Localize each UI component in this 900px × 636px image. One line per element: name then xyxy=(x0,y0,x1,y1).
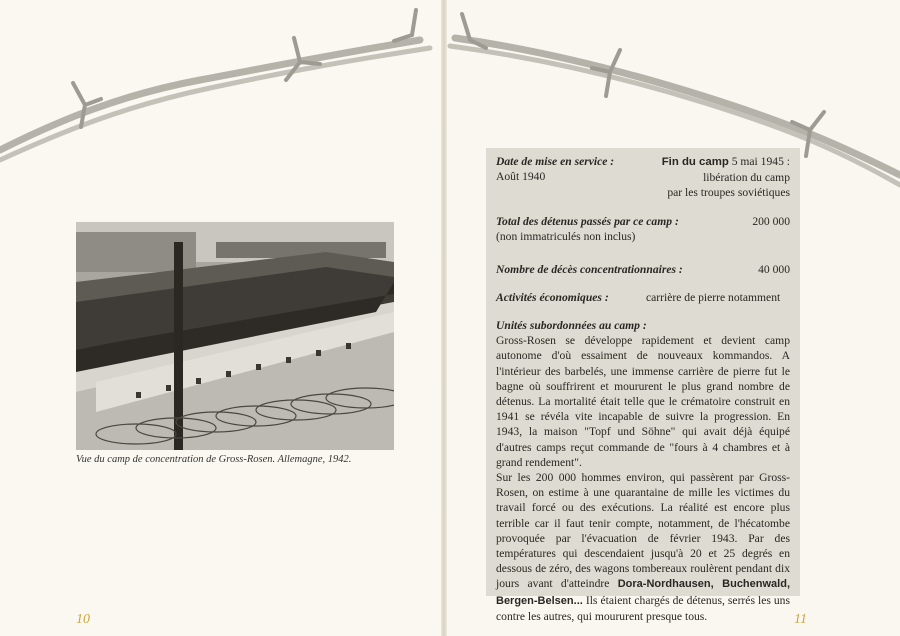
camp-barracks-image xyxy=(76,222,394,450)
total-label: Total des détenus passés par ce camp : xyxy=(496,215,679,228)
para2-bold-camps: Dora-Nordhausen, Buchenwald, Bergen-Belsen... xyxy=(496,578,790,607)
deaths-value: 40 000 xyxy=(758,263,790,276)
end-value-line3: par les troupes soviétiques xyxy=(667,186,790,200)
end-label: Fin du camp xyxy=(661,156,729,168)
para2-start: Sur les 200 000 hommes environ, qui passèrent par Gross-Rosen, on estime à une quarantaine de mille les victimes du travail forcé ou des exécutions. La réalité est encore plus terrible car il faut tenir compte, notamment, de l'hécatombe provoquée par l'évacuation de février 1943. Par des températures qui descendaient jusqu'à 20 et 25 degrés en dessous de zéro, des wagons tombereaux roulèrent pendant dix jours avant d'atteindre xyxy=(496,471,790,591)
units-paragraph-2 xyxy=(496,470,790,624)
deaths-label: Nombre de décès concentrationnaires : xyxy=(496,263,683,276)
camp-photo xyxy=(76,222,394,450)
page-number-left: 10 xyxy=(76,612,90,627)
units-paragraph-1: Gross-Rosen se développe rapidement et devient camp autonome d'où essaiment de nouveaux kommandos. A l'intérieur des barbelés, une immense carrière de pierre fut le bagne où souffrirent et moururent le plus grand nombre de détenus. La mortalité était telle que le crématoire construit en 1941 se révéla vite incapable de suivre la progression. En 1943, la maison "Topf und Söhne" qui avait déjà équipé d'autres camps reçut commande de "fours à 4 chambres et à grand rendement". xyxy=(496,334,790,469)
subordinate-units-section xyxy=(496,318,790,624)
end-value-line2: libération du camp xyxy=(703,171,790,185)
units-label: Unités subordonnées au camp : xyxy=(496,319,647,332)
para2-end: Ils étaient chargés de détenus, serrés les uns contre les autres, qui moururent presque tous. xyxy=(496,593,790,623)
total-value: 200 000 xyxy=(752,215,790,228)
date-label: Date de mise en service : xyxy=(496,155,615,168)
total-row xyxy=(496,214,790,254)
page-number-right: 11 xyxy=(794,612,807,627)
activities-row xyxy=(496,290,790,312)
camp-info-box xyxy=(486,148,800,623)
date-value: Août 1940 xyxy=(496,170,546,184)
deaths-row xyxy=(496,262,790,284)
end-value-line1: 5 mai 1945 : xyxy=(731,155,790,168)
activities-value: carrière de pierre notamment xyxy=(646,291,781,304)
dates-row xyxy=(496,154,790,202)
photo-caption: Vue du camp de concentration de Gross-Rosen. Allemagne, 1942. xyxy=(76,454,352,465)
total-note: (non immatriculés non inclus) xyxy=(496,230,636,244)
activities-label: Activités économiques : xyxy=(496,291,609,304)
